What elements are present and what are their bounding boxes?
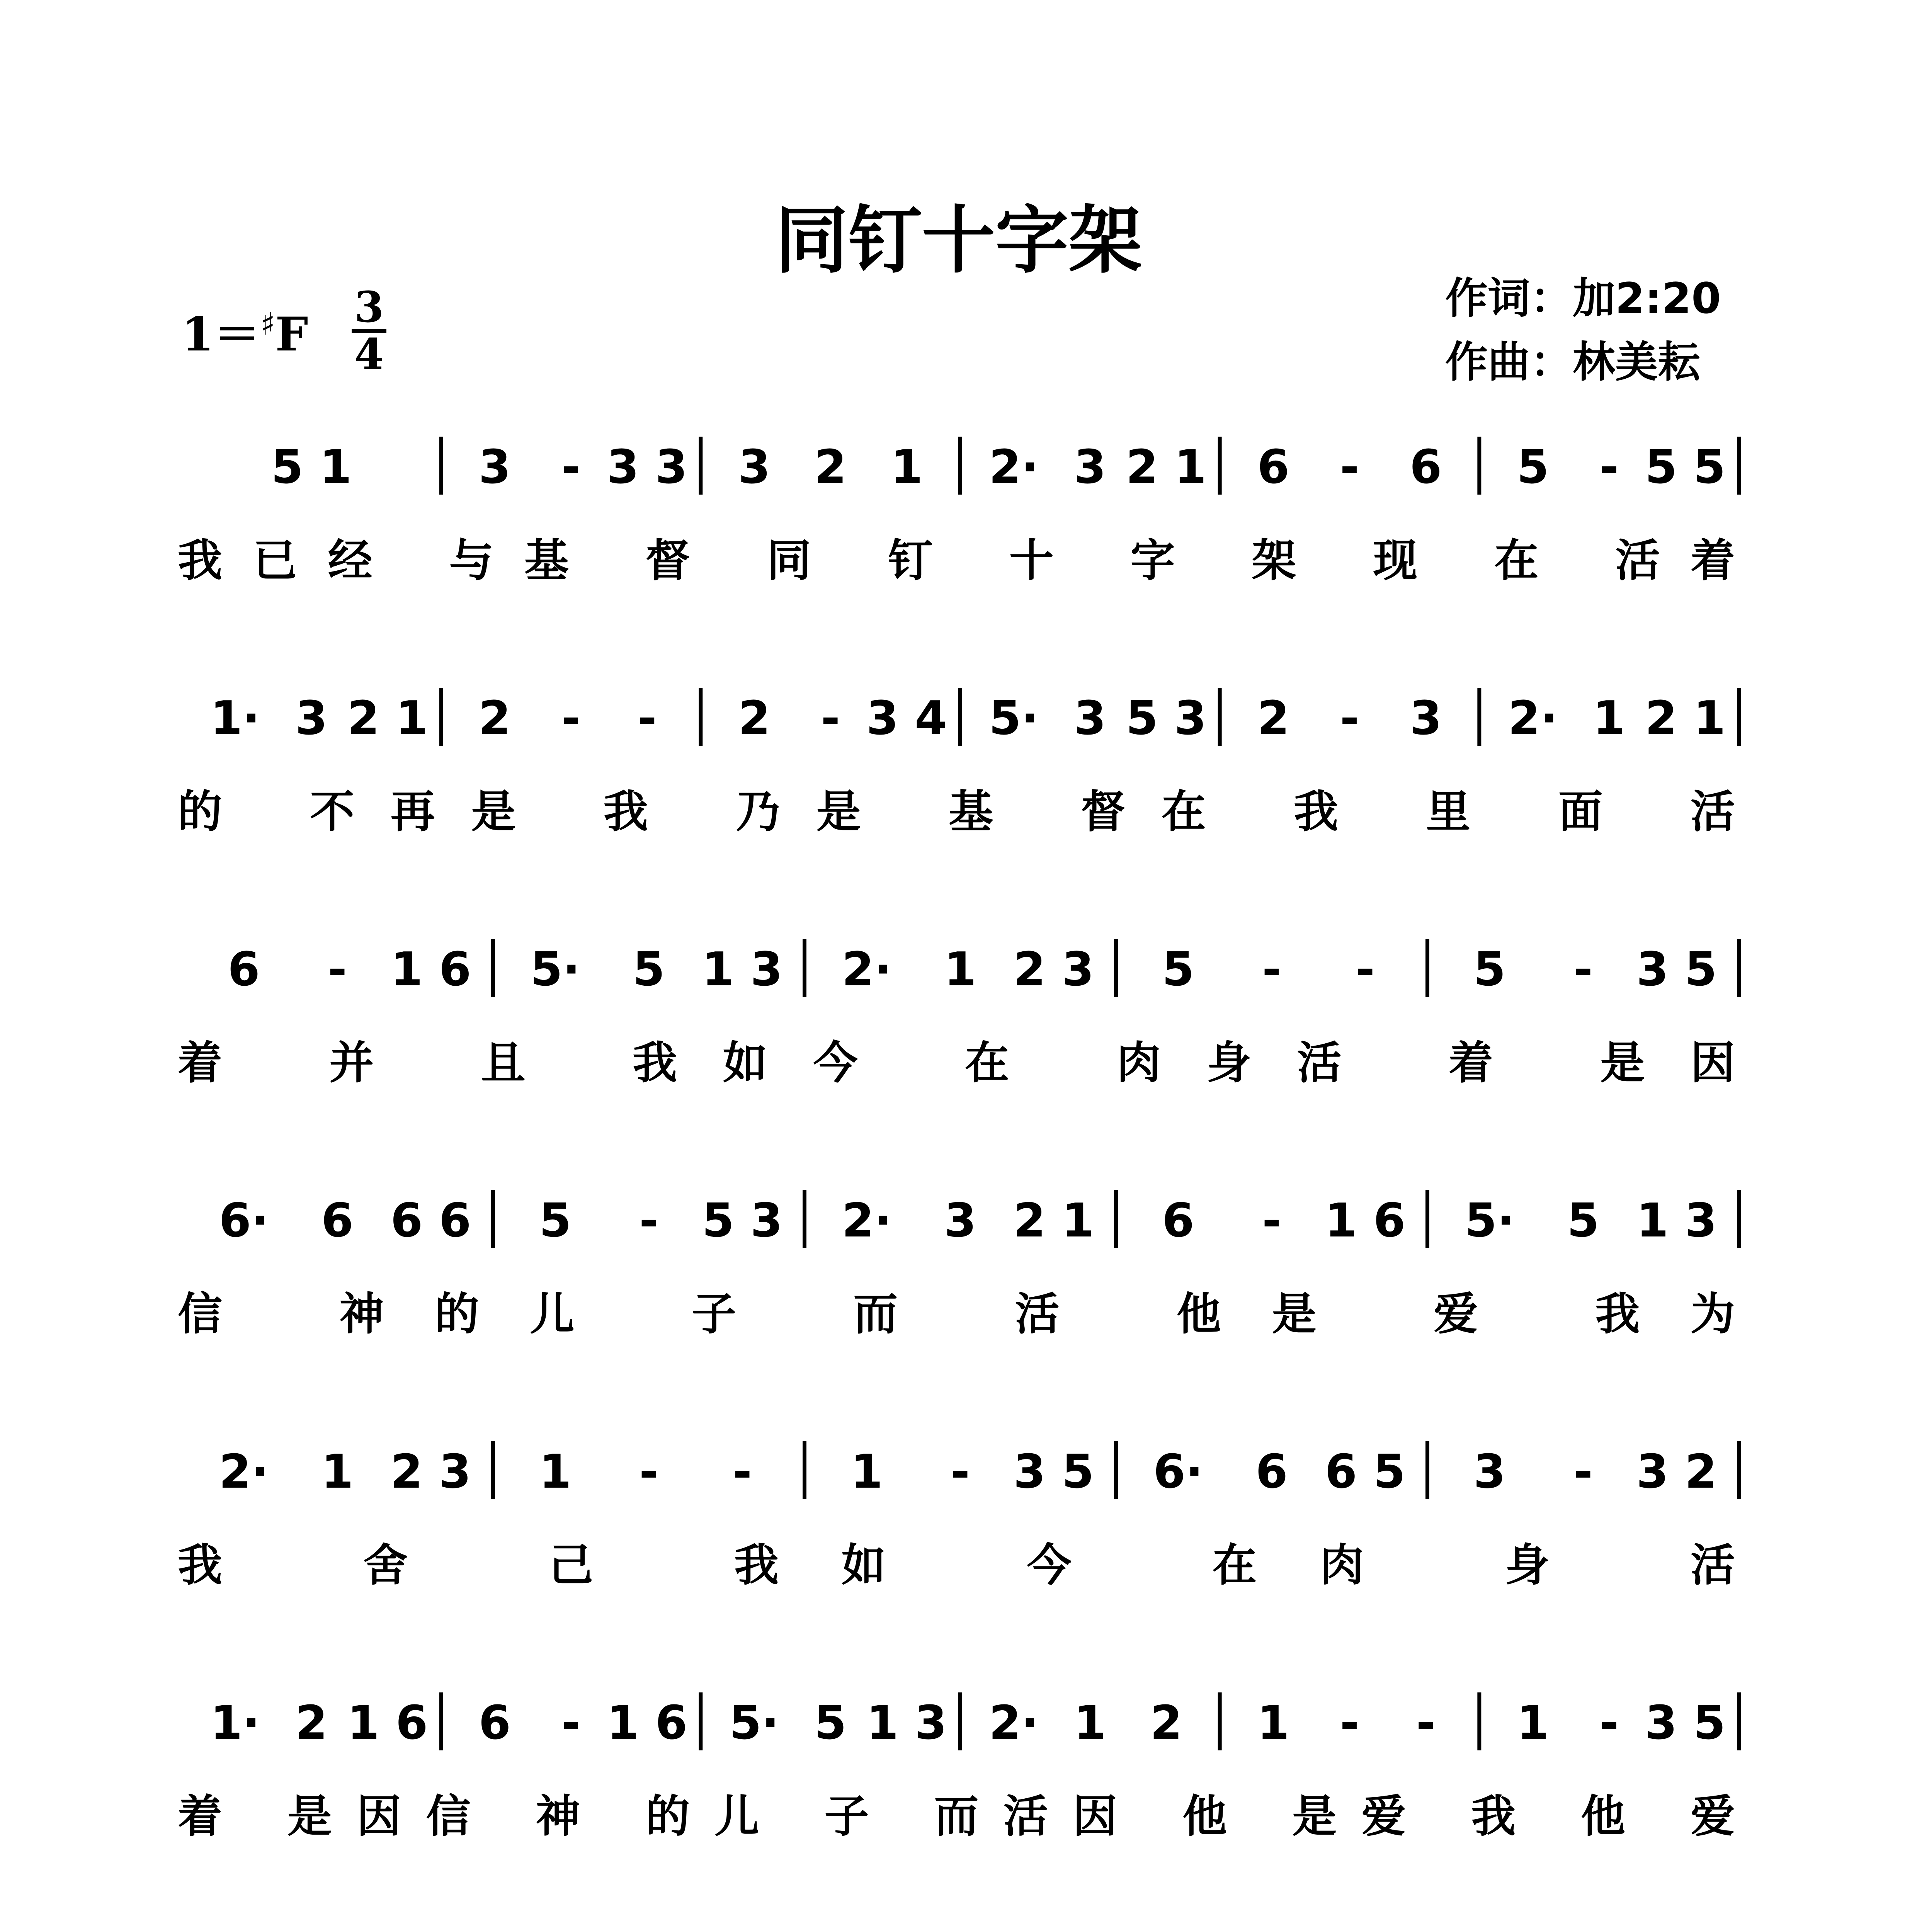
score-system (178, 1441, 1739, 1591)
note: 1 (321, 1445, 354, 1499)
note: 6· (219, 1194, 269, 1248)
note: 1 3 (702, 943, 783, 997)
note: 2 1 (347, 692, 428, 745)
note: 2 1 (1126, 440, 1207, 494)
note: 6 (478, 1696, 511, 1750)
note: - (328, 943, 347, 997)
note: - (561, 440, 581, 494)
score-system (178, 1190, 1739, 1340)
note: - (1356, 943, 1375, 997)
note: 2· (842, 1194, 892, 1248)
note: 1 (944, 943, 976, 997)
note: 6 (1257, 440, 1290, 494)
lyric-line: 我已经 与基 督 同 钉 十 字 架 现 在 活着 (178, 535, 1735, 587)
note: 6 (321, 1194, 354, 1248)
note: - (637, 692, 657, 745)
note: 3 2 (1636, 1445, 1717, 1499)
note: 5· (729, 1696, 779, 1750)
note: 5 (1162, 943, 1194, 997)
note: - (1416, 1696, 1436, 1750)
note: 6 (1162, 1194, 1194, 1248)
note: 6 (228, 943, 260, 997)
note: - (951, 1445, 970, 1499)
note: 3 (295, 692, 328, 745)
note: 1· (210, 692, 260, 745)
note: 5 3 (702, 1194, 783, 1248)
note: 2· (989, 440, 1039, 494)
note: 5 1 (271, 440, 352, 494)
note: 1 (1593, 692, 1625, 745)
note: - (821, 692, 840, 745)
lyric-line: 的 不再是 我 乃是 基 督在 我 里 面 活 (178, 786, 1735, 838)
note: 3 (1074, 440, 1106, 494)
note: 3 (738, 440, 771, 494)
lyric-line: 着 是因信 神 的儿 子 而活因 他 是爱 我 他 爱 (178, 1791, 1735, 1842)
key-note: F (275, 307, 308, 362)
note: 2· (1508, 692, 1558, 745)
note: - (1599, 1696, 1619, 1750)
note: 6 6 (390, 1194, 471, 1248)
song-title: 同钉十字架 (775, 198, 1142, 283)
note: 3 5 (1636, 943, 1717, 997)
note: 3 (1409, 692, 1442, 745)
meter-bottom: 4 (354, 329, 384, 379)
note: 2· (219, 1445, 269, 1499)
note: - (639, 1194, 658, 1248)
note: 1 (890, 440, 923, 494)
sharp-icon: ♯ (260, 306, 276, 342)
meter-top: 3 (354, 282, 384, 332)
note: 5 (1517, 440, 1549, 494)
note: 2 1 (1013, 1194, 1094, 1248)
note: - (1340, 692, 1359, 745)
lyric-line: 我 舍 己 我如 今 在肉 身 活 (178, 1539, 1735, 1591)
note: 2 (478, 692, 511, 745)
note: 1 (850, 1445, 883, 1499)
note: 2· (842, 943, 892, 997)
note: 5 3 (1126, 692, 1207, 745)
score-system (178, 1692, 1739, 1842)
score-system (178, 688, 1739, 838)
note: - (561, 1696, 581, 1750)
note: - (639, 1445, 658, 1499)
note: 3 (1074, 692, 1106, 745)
note: 5 (633, 943, 665, 997)
note: - (1573, 1445, 1593, 1499)
note: 2 (1150, 1696, 1182, 1750)
note: - (1340, 440, 1359, 494)
lyric-line: 信 神的儿 子 而 活 他是 爱 我为 (178, 1288, 1735, 1340)
note: 5· (989, 692, 1039, 745)
note: - (1340, 1696, 1359, 1750)
note: 1 (1517, 1696, 1549, 1750)
note: 3 (944, 1194, 976, 1248)
note: 5 (539, 1194, 572, 1248)
note: 5 (814, 1696, 847, 1750)
note: 5 (1567, 1194, 1599, 1248)
note: 1 6 (347, 1696, 428, 1750)
note: 3 (1473, 1445, 1506, 1499)
note: 2 1 (1645, 692, 1726, 745)
note: - (561, 692, 581, 745)
note: 2 (1257, 692, 1290, 745)
score-system (178, 437, 1739, 587)
note: - (1262, 943, 1281, 997)
lyric-line: 着 并 且 我如今 在 肉身活 着 是因 (178, 1037, 1735, 1089)
note: 1 6 (1325, 1194, 1406, 1248)
note: 3 4 (866, 692, 947, 745)
note: 5· (1465, 1194, 1515, 1248)
note: 2 (814, 440, 847, 494)
note: 6· (1153, 1445, 1203, 1499)
note: 2 3 (390, 1445, 471, 1499)
note: 2 (738, 692, 771, 745)
note: 5· (530, 943, 580, 997)
note: 2 (295, 1696, 328, 1750)
note: 1 (539, 1445, 572, 1499)
note: 6 (1255, 1445, 1288, 1499)
note: 3 5 (1013, 1445, 1094, 1499)
note: 5 5 (1645, 440, 1726, 494)
key-prefix: 1＝ (182, 307, 260, 362)
note: - (733, 1445, 752, 1499)
note: 5 (1473, 943, 1506, 997)
note: 3 5 (1645, 1696, 1726, 1750)
note: 2 3 (1013, 943, 1094, 997)
note: 2· (989, 1696, 1039, 1750)
note: 1 (1074, 1696, 1106, 1750)
note: 3 3 (607, 440, 688, 494)
note: 3 (478, 440, 511, 494)
note: - (1599, 440, 1619, 494)
note: - (1573, 943, 1593, 997)
note: 6 (1409, 440, 1442, 494)
note: 1 3 (866, 1696, 947, 1750)
lyricist-credit: 作词：加2:20 (1445, 274, 1721, 323)
composer-credit: 作曲：林美耘 (1445, 337, 1700, 387)
score-system (178, 939, 1739, 1089)
note: 1· (210, 1696, 260, 1750)
note: 1 6 (390, 943, 471, 997)
note: 1 (1257, 1696, 1290, 1750)
note: 1 6 (607, 1696, 688, 1750)
note: 6 5 (1325, 1445, 1406, 1499)
note: - (1262, 1194, 1281, 1248)
note: 1 3 (1636, 1194, 1717, 1248)
